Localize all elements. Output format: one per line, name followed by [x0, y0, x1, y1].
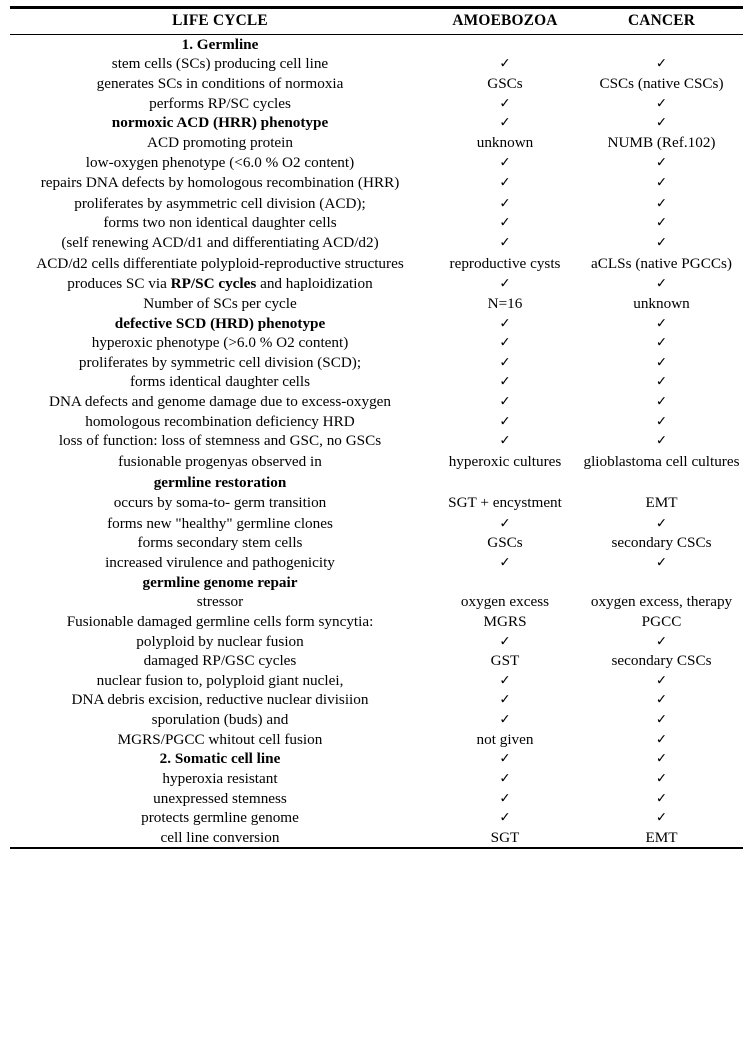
- table-header: [10, 8, 743, 35]
- cell-amoebozoa: [430, 153, 580, 173]
- cell-cancer: PGCC: [641, 612, 682, 630]
- table-row: [10, 710, 743, 730]
- cell-cancer: [580, 473, 743, 493]
- cell-cancer: [580, 690, 743, 710]
- cell-cancer: [580, 353, 743, 373]
- cell-life-cycle: forms secondary stem cells: [137, 534, 303, 552]
- cell-cancer: secondary CSCs: [611, 652, 712, 670]
- check-icon: ✓: [655, 235, 668, 251]
- cell-life-cycle: hyperoxia resistant: [162, 769, 278, 787]
- table-row: [10, 172, 743, 194]
- cell-life-cycle: sporulation (buds) and: [151, 711, 289, 729]
- cell-amoebozoa: [430, 769, 580, 789]
- cell-amoebozoa: [430, 749, 580, 769]
- cell-life-cycle: stressor: [196, 593, 244, 611]
- cell-amoebozoa: [430, 710, 580, 730]
- cell-cancer: CSCs (native CSCs): [599, 75, 724, 93]
- cell-life-cycle: increased virulence and pathogenicity: [105, 554, 335, 572]
- cell-life-cycle: damaged RP/GSC cycles: [143, 652, 297, 670]
- cell-cancer: [580, 233, 743, 253]
- cell-amoebozoa: [430, 473, 580, 493]
- table-row: [10, 253, 743, 275]
- cell-amoebozoa: [430, 392, 580, 412]
- column-header-cancer: CANCER: [627, 12, 696, 29]
- cell-life-cycle: forms new "healthy" germline clones: [107, 514, 333, 532]
- cell-life-cycle: germline restoration: [153, 473, 287, 491]
- cell-cancer: [580, 172, 743, 194]
- cell-life-cycle: Fusionable damaged germline cells form syncytia:: [66, 612, 374, 630]
- check-icon: ✓: [499, 56, 511, 72]
- cell-amoebozoa: [430, 431, 580, 451]
- cell-amoebozoa: SGT + encystment: [448, 494, 562, 512]
- table-row: [10, 113, 743, 133]
- cell-life-cycle: repairs DNA defects by homologous recombination (HRR): [40, 174, 400, 192]
- table-row: [10, 333, 743, 353]
- cell-life-cycle: 2. Somatic cell line: [159, 750, 281, 768]
- check-icon: ✓: [499, 810, 511, 826]
- cell-life-cycle: 1. Germline: [181, 35, 259, 53]
- cell-amoebozoa: [430, 573, 580, 593]
- cell-cancer: [580, 153, 743, 173]
- cell-life-cycle: proliferates by asymmetric cell division (ACD);: [74, 194, 366, 212]
- check-icon: ✓: [499, 374, 511, 390]
- cell-cancer: [580, 514, 743, 534]
- cell-amoebozoa: [430, 333, 580, 353]
- check-icon: ✓: [499, 771, 511, 787]
- table-row: [10, 274, 743, 294]
- cell-cancer: [580, 213, 743, 233]
- check-icon: ✓: [499, 414, 511, 430]
- check-icon: ✓: [499, 516, 511, 532]
- table-row: [10, 451, 743, 473]
- cell-life-cycle: occurs by soma-to- germ transition: [113, 494, 327, 512]
- cell-amoebozoa: [430, 671, 580, 691]
- cell-amoebozoa: [430, 314, 580, 334]
- cell-cancer: aCLSs (native PGCCs): [591, 254, 732, 272]
- cell-life-cycle: normoxic ACD (HRR) phenotype: [111, 114, 329, 132]
- cell-life-cycle: polyploid by nuclear fusion: [136, 632, 304, 650]
- table-row: [10, 592, 743, 612]
- cell-life-cycle: ACD promoting protein: [147, 133, 293, 151]
- cell-life-cycle: loss of function: loss of stemness and GSC, no GSCs: [58, 432, 382, 450]
- cell-cancer: oxygen excess, therapy: [590, 593, 733, 611]
- cell-amoebozoa: MGRS: [483, 612, 527, 630]
- table-row: [10, 54, 743, 74]
- cell-cancer: [580, 54, 743, 74]
- check-icon: ✓: [499, 115, 511, 131]
- cell-cancer: [580, 392, 743, 412]
- table-row: [10, 690, 743, 710]
- cell-amoebozoa: reproductive cysts: [449, 254, 561, 272]
- check-icon: ✓: [655, 175, 668, 191]
- cell-life-cycle: defective SCD (HRD) phenotype: [114, 314, 326, 332]
- cell-amoebozoa: [430, 372, 580, 392]
- cell-cancer: [580, 113, 743, 133]
- cell-amoebozoa: [430, 172, 580, 194]
- cell-cancer: [580, 194, 743, 214]
- check-icon: ✓: [655, 316, 668, 332]
- check-icon: ✓: [655, 374, 668, 390]
- cell-cancer: [580, 333, 743, 353]
- table-row: [10, 153, 743, 173]
- cell-amoebozoa: [430, 194, 580, 214]
- check-icon: ✓: [655, 276, 668, 292]
- cell-life-cycle: forms identical daughter cells: [129, 373, 311, 391]
- check-icon: ✓: [655, 56, 668, 72]
- cell-amoebozoa: [430, 34, 580, 54]
- check-icon: ✓: [655, 215, 668, 231]
- cell-life-cycle: DNA debris excision, reductive nuclear divisiion: [71, 691, 369, 709]
- table-row: [10, 213, 743, 233]
- table-row: [10, 514, 743, 534]
- life-cycle-comparison-table: [10, 6, 743, 849]
- check-icon: ✓: [655, 692, 668, 708]
- table-row: [10, 828, 743, 849]
- check-icon: ✓: [499, 235, 511, 251]
- cell-cancer: [580, 769, 743, 789]
- table-row: [10, 612, 743, 632]
- check-icon: ✓: [655, 96, 668, 112]
- check-icon: ✓: [499, 196, 511, 212]
- table-row: [10, 533, 743, 553]
- check-icon: ✓: [499, 394, 511, 410]
- check-icon: ✓: [655, 634, 668, 650]
- cell-cancer: [580, 314, 743, 334]
- cell-amoebozoa: [430, 789, 580, 809]
- check-icon: ✓: [499, 155, 511, 171]
- cell-cancer: [580, 274, 743, 294]
- cell-cancer: [580, 553, 743, 573]
- cell-life-cycle: fusionable progenyas observed in: [118, 452, 322, 470]
- table-row: [10, 233, 743, 253]
- table-row: [10, 789, 743, 809]
- cell-cancer: [580, 730, 743, 750]
- cell-amoebozoa: [430, 808, 580, 828]
- table-row: [10, 353, 743, 373]
- check-icon: ✓: [499, 692, 511, 708]
- check-icon: ✓: [655, 810, 668, 826]
- cell-amoebozoa: [430, 233, 580, 253]
- cell-life-cycle: DNA defects and genome damage due to excess-oxygen: [48, 393, 392, 411]
- cell-life-cycle: hyperoxic phenotype (>6.0 % O2 content): [91, 334, 349, 352]
- cell-amoebozoa: unknown: [476, 133, 534, 151]
- check-icon: ✓: [499, 215, 511, 231]
- check-icon: ✓: [655, 673, 668, 689]
- table-row: [10, 749, 743, 769]
- cell-life-cycle: proliferates by symmetric cell division (SCD);: [78, 353, 362, 371]
- table-row: [10, 671, 743, 691]
- cell-cancer: [580, 789, 743, 809]
- cell-amoebozoa: GST: [490, 652, 520, 670]
- cell-cancer: secondary CSCs: [611, 534, 712, 552]
- check-icon: ✓: [499, 355, 511, 371]
- cell-cancer: EMT: [645, 828, 678, 846]
- cell-cancer: EMT: [645, 494, 678, 512]
- table-row: [10, 553, 743, 573]
- check-icon: ✓: [655, 433, 668, 449]
- cell-amoebozoa: [430, 113, 580, 133]
- cell-amoebozoa: SGT: [490, 828, 520, 846]
- check-icon: ✓: [655, 791, 668, 807]
- check-icon: ✓: [499, 634, 511, 650]
- check-icon: ✓: [655, 115, 668, 131]
- check-icon: ✓: [499, 712, 511, 728]
- table-row: [10, 294, 743, 314]
- check-icon: ✓: [655, 335, 668, 351]
- cell-amoebozoa: GSCs: [487, 534, 523, 552]
- cell-amoebozoa: [430, 553, 580, 573]
- cell-cancer: [580, 372, 743, 392]
- table-row: [10, 194, 743, 214]
- check-icon: ✓: [655, 771, 668, 787]
- check-icon: ✓: [499, 433, 511, 449]
- cell-cancer: [580, 710, 743, 730]
- cell-life-cycle: unexpressed stemness: [153, 789, 287, 807]
- cell-life-cycle: Number of SCs per cycle: [143, 294, 297, 312]
- table-row: [10, 492, 743, 514]
- cell-amoebozoa: [430, 690, 580, 710]
- check-icon: ✓: [655, 355, 668, 371]
- cell-amoebozoa: N=16: [487, 294, 523, 312]
- table-body: [10, 34, 743, 848]
- check-icon: ✓: [499, 673, 511, 689]
- check-icon: ✓: [499, 316, 511, 332]
- header-row: [10, 8, 743, 35]
- cell-amoebozoa: hyperoxic cultures: [448, 452, 562, 470]
- cell-cancer: [580, 412, 743, 432]
- check-icon: ✓: [499, 751, 511, 767]
- table-row: [10, 473, 743, 493]
- table-row: [10, 392, 743, 412]
- check-icon: ✓: [655, 394, 668, 410]
- cell-cancer: [580, 573, 743, 593]
- check-icon: ✓: [499, 175, 511, 191]
- cell-cancer: [580, 34, 743, 54]
- cell-life-cycle: forms two non identical daughter cells: [103, 214, 337, 232]
- cell-amoebozoa: [430, 412, 580, 432]
- table-row: [10, 431, 743, 451]
- cell-cancer: glioblastoma cell cultures: [583, 452, 740, 470]
- cell-life-cycle: cell line conversion: [160, 828, 280, 846]
- table-row: [10, 412, 743, 432]
- cell-cancer: [580, 671, 743, 691]
- cell-cancer: NUMB (Ref.102): [607, 133, 716, 151]
- table-row: [10, 94, 743, 114]
- table-row: [10, 74, 743, 94]
- table-sheet: [0, 6, 753, 1060]
- cell-life-cycle: stem cells (SCs) producing cell line: [111, 55, 329, 73]
- cell-amoebozoa: oxygen excess: [460, 593, 550, 611]
- cell-life-cycle: MGRS/PGCC whitout cell fusion: [117, 730, 323, 748]
- check-icon: ✓: [499, 96, 511, 112]
- check-icon: ✓: [655, 732, 668, 748]
- table-row: [10, 314, 743, 334]
- table-row: [10, 133, 743, 153]
- check-icon: ✓: [655, 414, 668, 430]
- cell-life-cycle: low-oxygen phenotype (<6.0 % O2 content): [85, 153, 355, 171]
- table-row: [10, 372, 743, 392]
- cell-life-cycle: performs RP/SC cycles: [149, 94, 291, 112]
- cell-amoebozoa: [430, 213, 580, 233]
- cell-life-cycle: germline genome repair: [142, 573, 298, 591]
- check-icon: ✓: [499, 791, 511, 807]
- table-row: [10, 651, 743, 671]
- check-icon: ✓: [499, 555, 511, 571]
- check-icon: ✓: [655, 516, 668, 532]
- check-icon: ✓: [655, 155, 668, 171]
- cell-life-cycle: ACD/d2 cells differentiate polyploid-reproductive structures: [36, 254, 404, 272]
- table-row: [10, 730, 743, 750]
- table-row: [10, 808, 743, 828]
- table-row: [10, 34, 743, 54]
- cell-amoebozoa: not given: [476, 730, 534, 748]
- cell-amoebozoa: [430, 353, 580, 373]
- check-icon: ✓: [499, 276, 511, 292]
- check-icon: ✓: [499, 335, 511, 351]
- cell-cancer: [580, 94, 743, 114]
- cell-amoebozoa: GSCs: [487, 75, 523, 93]
- cell-cancer: [580, 431, 743, 451]
- table-row: [10, 769, 743, 789]
- cell-cancer: [580, 808, 743, 828]
- cell-life-cycle: homologous recombination deficiency HRD: [85, 412, 355, 430]
- cell-life-cycle: generates SCs in conditions of normoxia: [96, 75, 344, 93]
- cell-life-cycle: nuclear fusion to, polyploid giant nuclei,: [96, 671, 344, 689]
- cell-life-cycle: protects germline genome: [141, 809, 299, 827]
- cell-life-cycle: produces SC via RP/SC cycles and haploidization: [67, 275, 373, 293]
- cell-life-cycle: (self renewing ACD/d1 and differentiating ACD/d2): [61, 234, 379, 252]
- check-icon: ✓: [655, 555, 668, 571]
- cell-cancer: [580, 749, 743, 769]
- cell-amoebozoa: [430, 632, 580, 652]
- check-icon: ✓: [655, 196, 668, 212]
- cell-cancer: unknown: [633, 294, 690, 312]
- table-row: [10, 632, 743, 652]
- cell-amoebozoa: [430, 514, 580, 534]
- check-icon: ✓: [655, 712, 668, 728]
- cell-amoebozoa: [430, 94, 580, 114]
- check-icon: ✓: [655, 751, 668, 767]
- column-header-life-cycle: LIFE CYCLE: [172, 12, 268, 29]
- cell-amoebozoa: [430, 54, 580, 74]
- table-row: [10, 573, 743, 593]
- column-header-amoebozoa: AMOEBOZOA: [452, 12, 558, 29]
- cell-amoebozoa: [430, 274, 580, 294]
- cell-cancer: [580, 632, 743, 652]
